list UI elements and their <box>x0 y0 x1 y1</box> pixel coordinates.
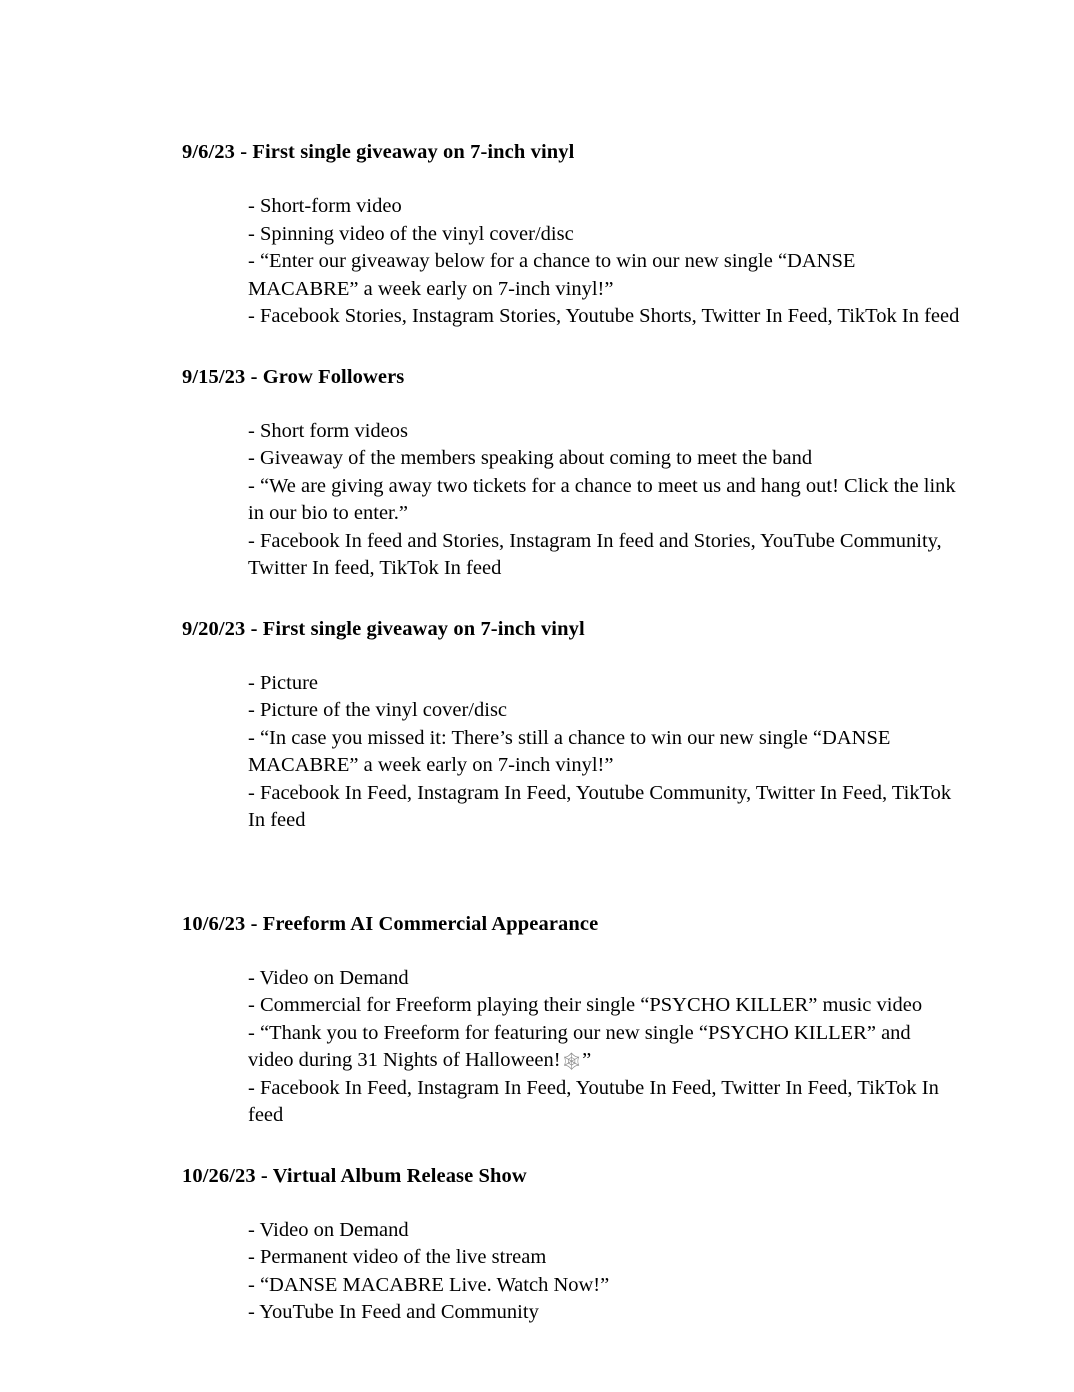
bullet-line: - Facebook In Feed, Instagram In Feed, Youtube In Feed, Twitter In Feed, TikTok In feed <box>248 1076 939 1126</box>
bullet-line: - Video on Demand <box>248 1218 409 1241</box>
bullet-line: - Giveaway of the members speaking about coming to meet the band <box>248 447 813 469</box>
section-heading: 9/6/23 - First single giveaway on 7-inch vinyl <box>182 141 575 163</box>
bullet-line: - “In case you missed it: There’s still a chance to win our new single “DANSE MACABRE” a week early on 7-inch vinyl!” <box>248 726 891 776</box>
bullet-line: - Permanent video of the live stream <box>248 1246 547 1268</box>
bullet-line: - “DANSE MACABRE Live. Watch Now!” <box>248 1273 610 1296</box>
document-section <box>182 616 960 835</box>
bullet-line: - Facebook In feed and Stories, Instagram In feed and Stories, YouTube Community, Twitter In feed, TikTok In feed <box>248 529 942 579</box>
bullet-list <box>182 418 960 583</box>
spider-web-icon: 🕸 <box>560 1052 583 1072</box>
document-section <box>182 1163 960 1327</box>
bullet-list <box>182 193 960 331</box>
bullet-line: - YouTube In Feed and Community <box>248 1301 539 1323</box>
bullet-line: - “We are giving away two tickets for a chance to meet us and hang out! Click the link in our bio to enter.” <box>248 474 956 524</box>
bullet-list <box>182 1217 960 1327</box>
bullet-line: - Video on Demand <box>248 966 409 989</box>
bullet-line: - “Thank you to Freeform for featuring our new single “PSYCHO KILLER” and video during 31 Nights of Halloween!🕸” <box>248 1021 911 1072</box>
bullet-list <box>182 670 960 835</box>
section-heading: 9/15/23 - Grow Followers <box>182 365 405 388</box>
bullet-line: - Picture <box>248 671 319 694</box>
bullet-line: - Short form videos <box>248 419 408 442</box>
bullet-line: - Facebook Stories, Instagram Stories, Youtube Shorts, Twitter In Feed, TikTok In feed <box>248 305 960 327</box>
document-section <box>182 911 960 1130</box>
bullet-line: - Commercial for Freeform playing their single “PSYCHO KILLER” music video <box>248 994 923 1016</box>
section-heading: 9/20/23 - First single giveaway on 7-inch vinyl <box>182 617 585 640</box>
bullet-line: - “Enter our giveaway below for a chance to win our new single “DANSE MACABRE” a week early on 7-inch vinyl!” <box>248 250 856 300</box>
bullet-line: - Picture of the vinyl cover/disc <box>248 699 508 721</box>
bullet-line: - Short-form video <box>248 195 402 217</box>
section-heading: 10/26/23 - Virtual Album Release Show <box>182 1164 527 1187</box>
section-heading: 10/6/23 - Freeform AI Commercial Appearance <box>182 912 599 935</box>
bullet-line: - Spinning video of the vinyl cover/disc <box>248 222 574 245</box>
bullet-line: - Facebook In Feed, Instagram In Feed, Youtube Community, Twitter In Feed, TikTok In feed <box>248 781 952 831</box>
document-section <box>182 364 960 583</box>
document-section <box>182 139 960 331</box>
bullet-list <box>182 965 960 1130</box>
document-body <box>182 139 960 1327</box>
